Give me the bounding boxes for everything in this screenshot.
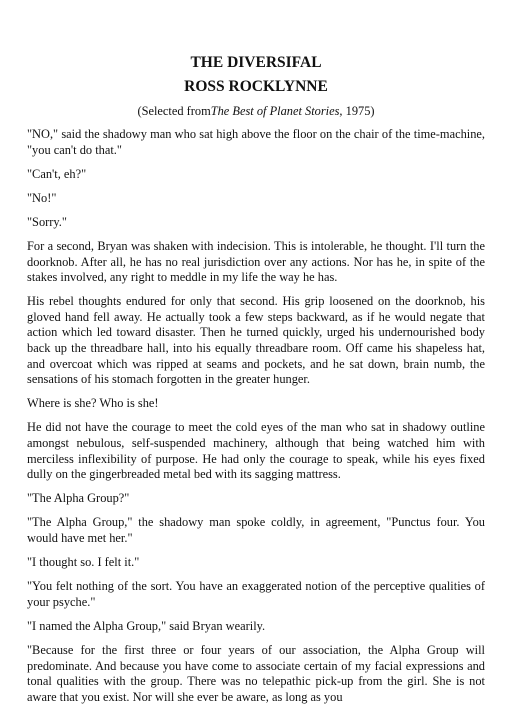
paragraph: "No!" bbox=[27, 190, 57, 205]
author-name: ROSS ROCKLYNNE bbox=[184, 78, 328, 95]
paragraph: Where is she? Who is she! bbox=[27, 396, 159, 411]
paragraph: His rebel thoughts endured for only that second. His grip loosened on the doorknob, his gloved hand fell away. He actually took a few steps backward, as if he would negate that action which led toward disaster. Then he turned quickly, urged his undernourished body back up the threadbare hall, into his equally threadbare room. Off came his shapeless hat, and overcoat which was ripped at seams and pockets, and he sat down, brain numb, the sensations of his stomach forgotten in the greater hunger. bbox=[27, 294, 485, 387]
paragraph: For a second, Bryan was shaken with indecision. This is intolerable, he thought. I'll turn the doorknob. After all, he has no real jurisdiction over any actions. Nor has he, in spite of the stakes involved, any right to meddle in my life the way he has. bbox=[27, 238, 485, 285]
paragraph: "NO," said the shadowy man who sat high above the floor on the chair of the time-machine, "you can't do that." bbox=[27, 127, 485, 157]
source-note bbox=[27, 103, 485, 119]
story-body bbox=[27, 127, 485, 705]
paragraph: "The Alpha Group," the shadowy man spoke coldly, in agreement, "Punctus four. You would have met her." bbox=[27, 515, 485, 545]
paragraph: "Because for the first three or four years of our association, the Alpha Group will predominate. And because you have come to associate certain of my facial expressions and tonal qualities with the group. There was no telepathic pick-up from the girl. She is not aware that you exist. Nor will she ever be aware, as long as you bbox=[27, 642, 485, 704]
paragraph: "Can't, eh?" bbox=[27, 166, 87, 181]
paragraph: "The Alpha Group?" bbox=[27, 491, 130, 506]
source-book-title: The Best of Planet Stories, bbox=[210, 104, 343, 118]
story-title: THE DIVERSIFAL bbox=[190, 54, 322, 71]
paragraph: "You felt nothing of the sort. You have an exaggerated notion of the perceptive qualities of your psyche." bbox=[27, 579, 485, 609]
paragraph: "Sorry." bbox=[27, 214, 67, 229]
paragraph: He did not have the courage to meet the cold eyes of the man who sat in shadowy outline amongst nebulous, self-suspended machinery, although that being watched him with merciless inflexibility of purpose. He had only the courage to speak, while his eyes fixed dully on the gingerbreaded metal bed with its sagging mattress. bbox=[27, 420, 485, 482]
paragraph: "I thought so. I felt it." bbox=[27, 555, 140, 570]
source-prefix: (Selected from bbox=[137, 104, 211, 118]
paragraph: "I named the Alpha Group," said Bryan wearily. bbox=[27, 618, 266, 633]
source-suffix: 1975) bbox=[342, 104, 375, 118]
